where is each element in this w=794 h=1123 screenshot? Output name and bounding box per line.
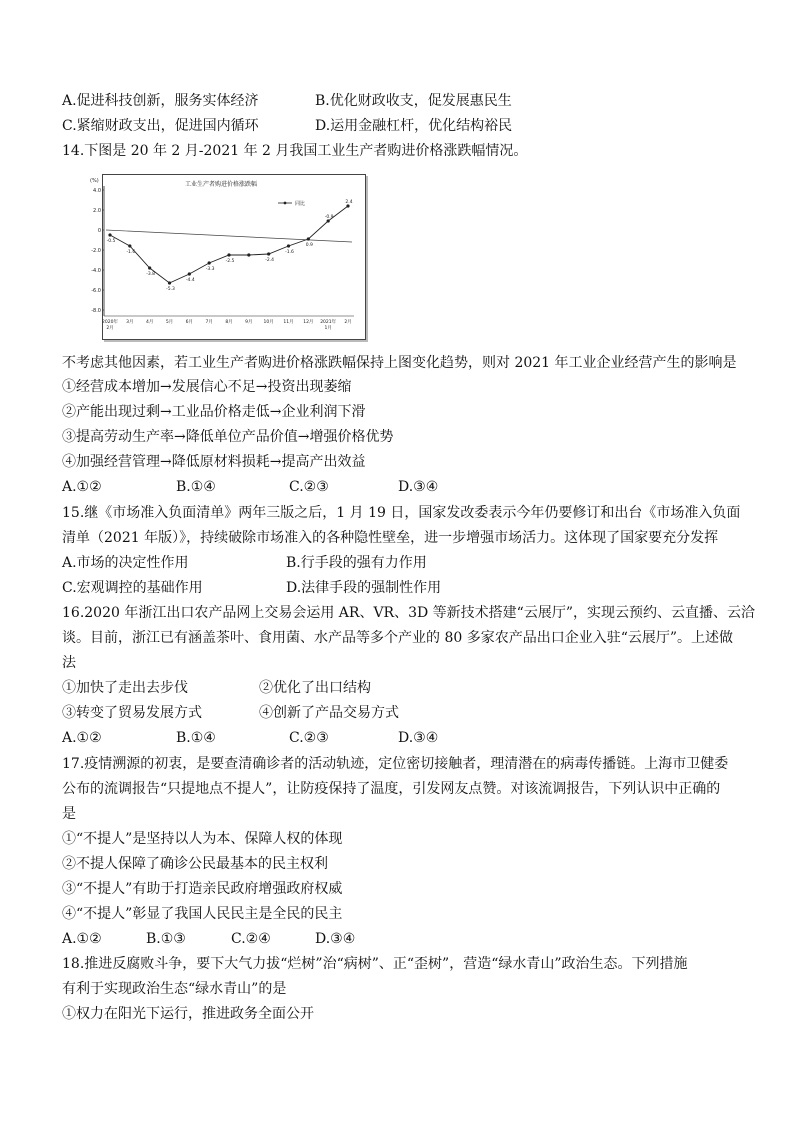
q17-item-3: ③“不提人”有助于打造亲民政府增强政府权威 — [62, 881, 343, 897]
x-tick-label: 7月 — [205, 320, 213, 325]
data-label: -1.6 — [285, 250, 294, 255]
q14-item-4: ④加强经营管理→降低原材料损耗→提高产出效益 — [62, 454, 366, 470]
q17-item-4: ④“不提人”彰显了我国人民民主是全民的民主 — [62, 906, 343, 922]
q16-option-d: D.③④ — [398, 730, 439, 746]
chart-frame — [102, 174, 366, 340]
x-tick-label: 5月 — [165, 320, 174, 325]
q17-option-b: B.①③ — [146, 931, 186, 947]
legend-label: 同比 — [295, 201, 306, 207]
q17-stem-3: 是 — [62, 806, 76, 822]
q14-stem: 14.下图是 20 年 2 月-2021 年 2 月我国工业生产者购进价格涨跌幅情况。 — [62, 143, 528, 159]
q15-option-c: C.宏观调控的基础作用 — [62, 580, 203, 596]
q17-item-1: ①“不提人”是坚持以人为本、保障人权的体现 — [62, 831, 343, 847]
q18-stem-2: 有利于实现政治生态“绿水青山”的是 — [62, 981, 287, 997]
y-tick-label: -2.0 — [91, 248, 101, 254]
q16-stem-1: 16.2020 年浙江出口农产品网上交易会运用 AR、VR、3D 等新技术搭建“云展厅”，实现云预约、云直播、云洽 — [62, 605, 755, 621]
q17-option-c: C.②④ — [231, 931, 271, 947]
y-tick-label: -4.0 — [91, 268, 101, 274]
q15-option-b: B.行手段的强有力作用 — [286, 555, 427, 571]
data-label: -0.5 — [106, 239, 116, 244]
q14-option-c: C.②③ — [289, 479, 329, 495]
q13-option-d: D.运用金融杠杆，优化结构裕民 — [315, 118, 513, 134]
q14-item-3: ③提高劳动生产率→降低单位产品价值→增强价格优势 — [62, 429, 394, 445]
q16-item-3: ③转变了贸易发展方式 — [62, 705, 202, 721]
data-label: -4.4 — [185, 278, 195, 283]
q17-option-a: A.①② — [62, 931, 102, 947]
x-tick-label: 2020年 — [102, 320, 118, 325]
q16-option-a: A.①② — [62, 730, 102, 746]
q14-question: 不考虑其他因素，若工业生产者购进价格涨跌幅保持上图变化趋势，则对 2021 年工业企业经营产生的影响是 — [62, 355, 737, 371]
q15-option-d: D.法律手段的强制性作用 — [286, 580, 442, 596]
x-tick-label: 8月 — [225, 320, 233, 325]
q17-option-d: D.③④ — [315, 931, 356, 947]
y-tick-label: 0 — [97, 228, 101, 234]
x-tick-label: 2月 — [106, 326, 114, 331]
x-tick-label: 1月 — [324, 326, 332, 331]
q17-item-2: ②不提人保障了确诊公民最基本的民主权利 — [62, 856, 328, 872]
q16-item-2: ②优化了出口结构 — [259, 680, 371, 696]
data-label: -0.9 — [324, 215, 334, 220]
data-label: -3.8 — [146, 272, 156, 277]
y-tick-label: 2.0 — [93, 208, 101, 214]
chart-title: 工业生产者购进价格涨跌幅 — [184, 181, 258, 188]
x-tick-label: 9月 — [245, 320, 253, 325]
data-label: -3.3 — [205, 267, 215, 272]
data-label: -2.4 — [265, 258, 275, 263]
x-tick-label: 2021年 — [320, 320, 337, 325]
data-label: -5.3 — [166, 287, 175, 292]
y-tick-label: 4.0 — [93, 188, 101, 194]
x-tick-label: 6月 — [185, 320, 194, 325]
q17-stem-1: 17.疫情溯源的初衷，是要查清确诊者的活动轨迹，定位密切接触者，理清潜在的病毒传播链。上海市卫健委 — [62, 756, 729, 772]
x-tick-label: 4月 — [145, 320, 154, 325]
q14-option-d: D.③④ — [398, 479, 439, 495]
q15-stem-1: 15.继《市场准入负面清单》两年三版之后，1 月 19 日，国家发改委表示今年仍要修订和出台《市场准入负面 — [62, 505, 741, 521]
x-tick-label: 2月 — [344, 320, 352, 325]
q15-option-a: A.市场的决定性作用 — [62, 555, 189, 571]
q14-option-a: A.①② — [62, 479, 102, 495]
q16-stem-2: 谈。目前，浙江已有涵盖茶叶、食用菌、水产品等多个产业的 80 多家农产品出口企业入驻“云展厅”。上述做 — [62, 630, 734, 646]
q16-option-c: C.②③ — [289, 730, 329, 746]
q14-option-b: B.①④ — [176, 479, 216, 495]
q14-item-1: ①经营成本增加→发展信心不足→投资出现萎缩 — [62, 379, 352, 395]
y-tick-label: -8.0 — [91, 308, 101, 314]
q17-stem-2: 公布的流调报告“只提地点不提人”，让防疫保持了温度，引发网友点赞。对该流调报告，下列认识中正确的 — [62, 781, 721, 797]
y-tick-label: -6.0 — [91, 288, 101, 294]
q13-option-a: A.促进科技创新，服务实体经济 — [62, 93, 259, 109]
q13-option-c: C.紧缩财政支出，促进国内循环 — [62, 118, 259, 134]
data-label: 0.9 — [305, 243, 313, 248]
q16-stem-3: 法 — [62, 655, 76, 671]
data-label: 2.4 — [345, 200, 353, 205]
q18-item-1: ①权力在阳光下运行，推进政务全面公开 — [62, 1006, 314, 1022]
q16-option-b: B.①④ — [176, 730, 216, 746]
q15-stem-2: 清单（2021 年版）》，持续破除市场准入的各种隐性壁垒，进一步增强市场活力。这体现了国家要充分发挥 — [62, 530, 719, 546]
data-label: -2.5 — [225, 259, 235, 264]
x-tick-label: 11月 — [283, 320, 294, 325]
q16-item-4: ④创新了产品交易方式 — [259, 705, 399, 721]
price-chart — [86, 170, 364, 340]
chart-ylabel: (%) — [90, 178, 99, 184]
q16-item-1: ①加快了走出去步伐 — [62, 680, 188, 696]
q13-option-b: B.优化财政收支，促发展惠民生 — [315, 93, 512, 109]
x-tick-label: 3月 — [126, 320, 134, 325]
x-tick-label: 10月 — [263, 320, 274, 325]
x-tick-label: 12月 — [303, 320, 314, 325]
data-label: -1.6 — [126, 250, 136, 255]
q18-stem-1: 18.推进反腐败斗争，要下大气力拔“烂树”治“病树”、正“歪树”，营造“绿水青山”政治生态。下列措施 — [62, 956, 688, 972]
q14-item-2: ②产能出现过剩→工业品价格走低→企业利润下滑 — [62, 404, 366, 420]
